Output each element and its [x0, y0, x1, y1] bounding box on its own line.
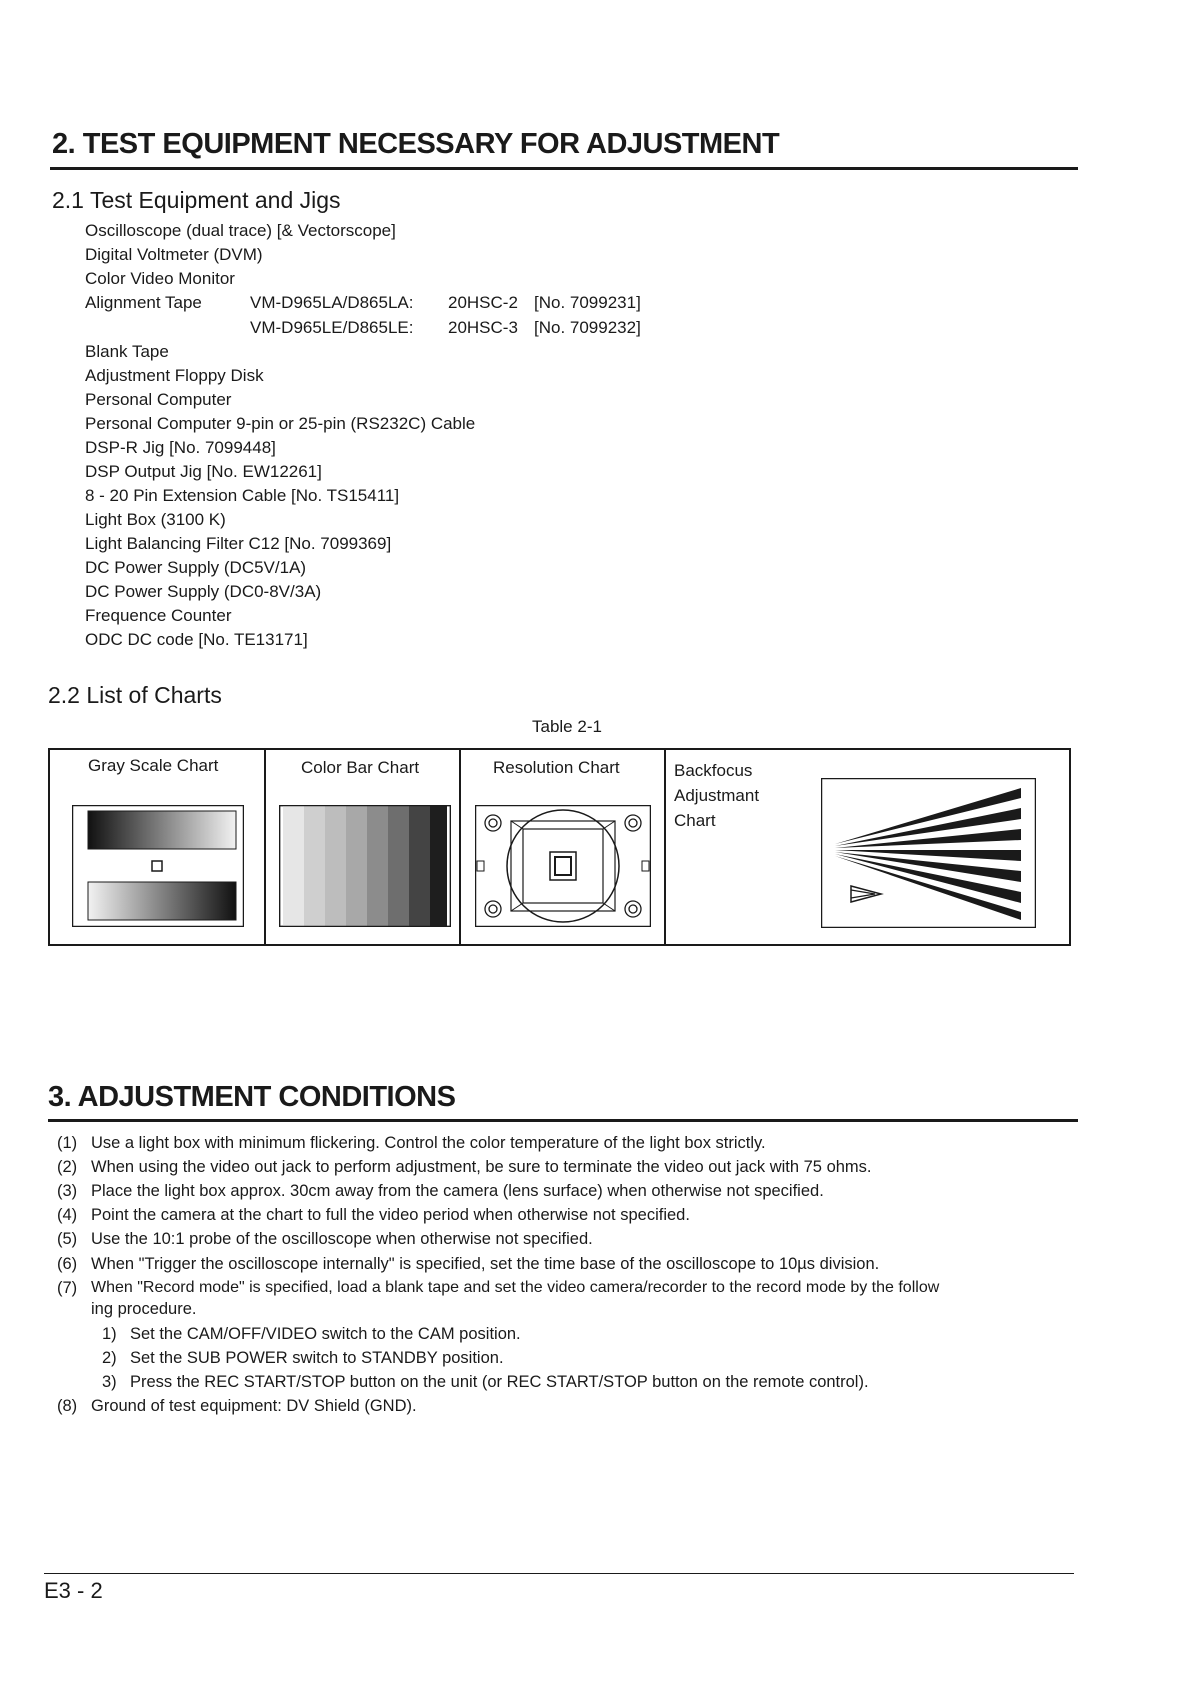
backfocus-chart-image: [821, 778, 1036, 928]
page-number: E3 - 2: [44, 1578, 103, 1603]
list-item: Digital Voltmeter (DVM): [85, 245, 263, 264]
section-3-title: 3. ADJUSTMENT CONDITIONS: [48, 1081, 456, 1113]
section-3-rule: [48, 1119, 1078, 1122]
condition-text: Ground of test equipment: DV Shield (GND).: [91, 1397, 417, 1415]
gray-scale-chart-image: [72, 805, 244, 927]
list-item: Light Box (3100 K): [85, 510, 226, 529]
alignment-tape-row-2: [85, 318, 685, 340]
charts-table: [48, 748, 1071, 946]
list-item: [57, 1397, 1077, 1419]
list-item: Adjustment Floppy Disk: [85, 366, 264, 385]
table-divider: [264, 750, 266, 944]
condition-number: (7): [57, 1279, 78, 1297]
tape-code: 20HSC-2: [448, 293, 518, 312]
step-number: 1): [102, 1325, 117, 1343]
list-item: DSP-R Jig [No. 7099448]: [85, 438, 276, 457]
tape-code: 20HSC-3: [448, 318, 518, 337]
list-item: Personal Computer: [85, 390, 232, 409]
condition-text: When "Trigger the oscilloscope internally" is specified, set the time base of the oscilloscope to 10µs division.: [91, 1255, 880, 1273]
list-item: [57, 1230, 1077, 1252]
list-item: [57, 1300, 1077, 1322]
condition-text: Use the 10:1 probe of the oscilloscope when otherwise not specified.: [91, 1230, 593, 1248]
list-item: DSP Output Jig [No. EW12261]: [85, 462, 322, 481]
list-item: [57, 1182, 1077, 1204]
backfocus-label-line: Adjustmant: [674, 786, 760, 805]
tape-number: [No. 7099232]: [534, 318, 641, 337]
step-text: Press the REC START/STOP button on the unit (or REC START/STOP button on the remote control).: [130, 1373, 869, 1391]
footer-rule: [44, 1573, 1074, 1574]
resolution-chart-image: [475, 805, 651, 927]
table-divider: [664, 750, 666, 944]
condition-number: (8): [57, 1397, 78, 1415]
backfocus-label-line: Chart: [674, 811, 716, 830]
list-item: Light Balancing Filter C12 [No. 7099369]: [85, 534, 392, 553]
condition-number: (1): [57, 1134, 78, 1152]
alignment-tape-row-1: [85, 293, 685, 315]
condition-text: Point the camera at the chart to full the video period when otherwise not specified.: [91, 1206, 690, 1224]
condition-number: (6): [57, 1255, 78, 1273]
condition-text-continued: ing procedure.: [91, 1300, 197, 1318]
condition-text: Place the light box approx. 30cm away from the camera (lens surface) when otherwise not specified.: [91, 1182, 824, 1200]
list-item: [57, 1255, 1077, 1277]
list-item: Color Video Monitor: [85, 269, 235, 288]
list-item: [57, 1158, 1077, 1180]
list-item: ODC DC code [No. TE13171]: [85, 630, 308, 649]
list-item: [57, 1134, 1077, 1156]
list-item: [102, 1325, 1062, 1347]
list-item: [102, 1349, 1062, 1371]
gray-scale-chart-label: Gray Scale Chart: [88, 756, 219, 775]
tape-model: VM-D965LA/D865LA:: [250, 293, 414, 312]
tape-model: VM-D965LE/D865LE:: [250, 318, 414, 337]
resolution-chart-label: Resolution Chart: [493, 758, 620, 777]
alignment-tape-label: Alignment Tape: [85, 293, 202, 312]
list-item: [57, 1279, 1077, 1301]
table-divider: [459, 750, 461, 944]
condition-number: (3): [57, 1182, 78, 1200]
backfocus-label-line: Backfocus: [674, 761, 753, 780]
condition-number: (4): [57, 1206, 78, 1224]
subsection-2-2-title: 2.2 List of Charts: [48, 682, 222, 708]
color-bar-chart-label: Color Bar Chart: [301, 758, 420, 777]
condition-text: When using the video out jack to perform adjustment, be sure to terminate the video out jack with 75 ohms.: [91, 1158, 872, 1176]
list-item: DC Power Supply (DC5V/1A): [85, 558, 307, 577]
list-item: Oscilloscope (dual trace) [& Vectorscope]: [85, 221, 396, 240]
color-bar-chart-image: [279, 805, 451, 927]
subsection-2-1-title: 2.1 Test Equipment and Jigs: [52, 187, 341, 213]
list-item: DC Power Supply (DC0-8V/3A): [85, 582, 322, 601]
section-2-rule: [50, 167, 1078, 170]
step-text: Set the SUB POWER switch to STANDBY position.: [130, 1349, 504, 1367]
list-item: [57, 1206, 1077, 1228]
condition-text: When "Record mode" is specified, load a blank tape and set the video camera/recorder to the record mode by the follow: [91, 1279, 940, 1296]
backfocus-chart-label: [674, 758, 759, 833]
condition-number: (5): [57, 1230, 78, 1248]
condition-text: Use a light box with minimum flickering. Control the color temperature of the light box strictly.: [91, 1134, 766, 1152]
list-item: 8 - 20 Pin Extension Cable [No. TS15411]: [85, 486, 400, 505]
section-2-title: 2. TEST EQUIPMENT NECESSARY FOR ADJUSTMENT: [52, 128, 780, 160]
list-item: [102, 1373, 1062, 1395]
step-number: 3): [102, 1373, 117, 1391]
step-number: 2): [102, 1349, 117, 1367]
step-text: Set the CAM/OFF/VIDEO switch to the CAM position.: [130, 1325, 521, 1343]
list-item: Blank Tape: [85, 342, 169, 361]
list-item: Frequence Counter: [85, 606, 232, 625]
table-caption: Table 2-1: [532, 717, 602, 736]
list-item: Personal Computer 9-pin or 25-pin (RS232C) Cable: [85, 414, 476, 433]
tape-number: [No. 7099231]: [534, 293, 641, 312]
condition-number: (2): [57, 1158, 78, 1176]
